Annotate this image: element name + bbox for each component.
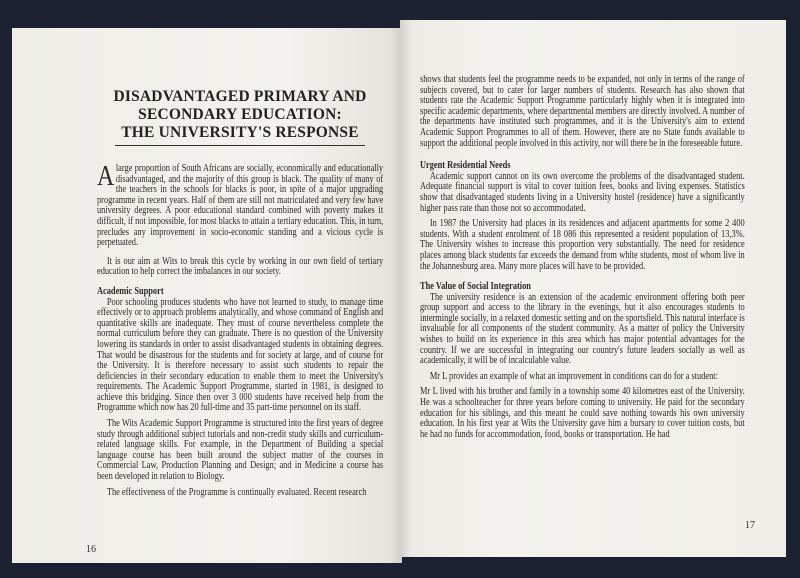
- section-heading: Academic Support: [97, 285, 164, 297]
- intro-paragraph: [97, 160, 384, 249]
- right-page: [400, 20, 786, 557]
- body-paragraph: The Wits Academic Support Programme is structured into the first years of degree study through additional subject tutorials and non-credit study skills and curriculum-related language skills. For example, in the Department of Building a special language course has been built around the subject matter of the courses in Commercial Law, Production Planning and Design; and in Medicine a course has been developed in relation to Biology.: [97, 418, 384, 483]
- title-underline: [115, 145, 365, 146]
- body-paragraph: Mr L provides an example of what an improvement in conditions can do for a student:: [429, 370, 718, 382]
- body-paragraph: Academic support cannot on its own overcome the problems of the disadvantaged student. Adequate financial support is vital to cover tuition fees, books and living expenses. Statistics show that disadvantaged students living in a University hostel (residence) have a significantly higher pass rate than those not so accommodated.: [420, 170, 745, 214]
- body-paragraph: Poor schooling produces students who have not learned to study, to manage time effectively or to approach problems analytically, and whose command of English and quantitative skills are inadequate. They must of course nevertheless complete the normal curriculum before they can graduate. There is no question of the University lowering its standards in order to assist disadvantaged students in obtaining degrees. That would be disastrous for the students and for society at large, and of course for the University. It is therefore necessary to assist such students to repair the deficiencies in their secondary education to enable them to meet the University's requirements. The Academic Support Programme, started in 1981, is designed to achieve this bridging. Since then over 3 000 students have received help from the Programme which now has 20 full-time and 35 part-time personnel on its staff.: [97, 296, 384, 414]
- title-line: THE UNIVERSITY'S RESPONSE: [121, 124, 359, 141]
- title-line: DISADVANTAGED PRIMARY AND: [113, 88, 367, 105]
- title-line: SECONDARY EDUCATION:: [138, 106, 342, 123]
- drop-cap: A: [97, 160, 115, 192]
- left-page: [12, 28, 402, 563]
- right-column: [420, 75, 745, 445]
- aim-paragraph: It is our aim at Wits to break this cycle by working in our own field of tertiary education to help correct the imbalances in our society.: [97, 255, 384, 278]
- intro-text: large proportion of South Africans are socially, economically and educationally disadvantaged, and the majority of this group is black. The quality of many of the teachers in the schools for blacks is poor, in spite of a major upgrading programme in recent years. Half of them are still not matriculated and very few have university degrees. A poor educational standard combined with poverty makes it difficult, if not impossible, for most blacks to attain a tertiary education. This, in turn, precludes any improvement in socio-economic standing and a vicious cycle is perpetuated.: [97, 163, 384, 249]
- body-paragraph: shows that students feel the programme needs to be expanded, not only in terms of the range of subjects covered, but to cater for larger numbers of students. Research has also shown that students rate the Academic Support Programme particularly highly when it is integrated into specific academic departments, where departmental members are directly involved. A number of the departments have instituted such programmes, and it is the University's aim to extend Academic Support Programmes to all of them. However, there are no State funds available to support the additional people involved in this activity, nor will there be in the foreseeable future.: [420, 74, 745, 149]
- page-number: 16: [86, 544, 96, 555]
- body-paragraph: The effectiveness of the Programme is continually evaluated. Recent research: [106, 486, 367, 498]
- section-heading: The Value of Social Integration: [420, 281, 531, 293]
- case-study-paragraph: Mr L lived with his brother and family in a township some 40 kilometres east of the University. He was a schoolteacher for three years before coming to university. He paid for the secondary education for his siblings, and this meant he could save nothing towards his own university education. In his first year at Wits the University gave him a bursary to cover tuition costs, but he had no funds for accommodation, food, books or transportation. He had: [420, 386, 745, 440]
- page-title: [97, 88, 383, 142]
- page-number: 17: [745, 520, 755, 531]
- body-paragraph: In 1987 the University had places in its residences and adjacent apartments for some 2 400 students. With a student enrolment of 18 086 this represented a resident population of 13,3%. The University wishes to increase this proportion very substantially. The need for residence places among black students far exceeds the demand from white students, most of whom live in the Johannesburg area. Many more places will have to be provided.: [420, 218, 745, 272]
- left-column: [97, 160, 384, 503]
- body-paragraph: The university residence is an extension of the academic environment offering both peer group support and access to the library in the evenings, but it also encourages students to intermingle socially, in a relaxed domestic setting and on the sportsfield. This natural interface is invaluable for all components of the student community. As a matter of policy the University wishes to build on its experience in this area which has major potential advantages for the country. If we are successful in integrating our country's future leaders socially as well as academically, it will be of incalculable value.: [420, 291, 745, 367]
- section-heading: Urgent Residential Needs: [420, 160, 511, 172]
